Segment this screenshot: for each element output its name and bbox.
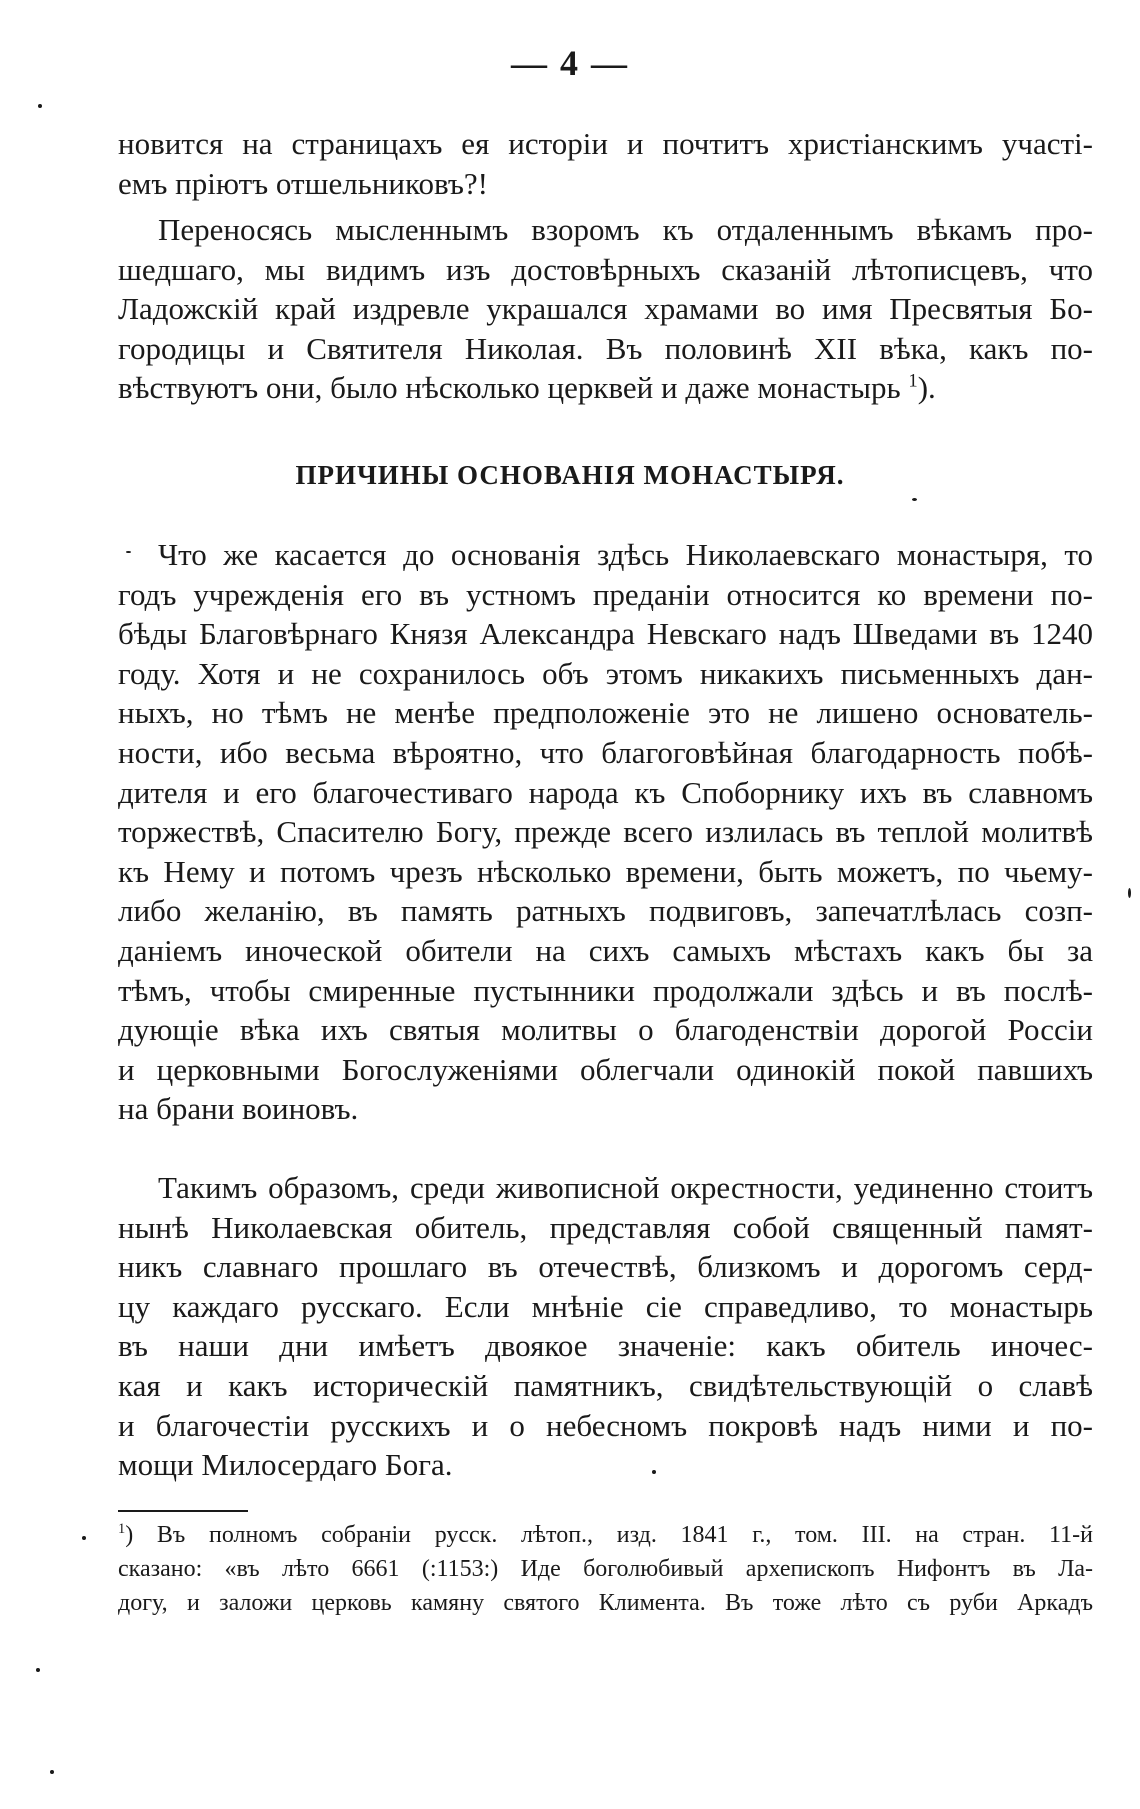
print-speck xyxy=(36,1668,40,1672)
print-speck xyxy=(38,104,42,108)
print-speck xyxy=(1128,888,1131,898)
text-line: цу каждаго русскаго. Если мнѣніе сіе справедливо, то монастырь xyxy=(118,1288,1093,1324)
text-line: Что же касается до основанія здѣсь Николаевскаго монастыря, то xyxy=(158,537,1093,572)
text-line: емъ пріютъ отшельниковъ?! xyxy=(118,165,488,201)
text-line: бѣды Благовѣрнаго Князя Александра Невскаго надъ Шведами въ 1240 xyxy=(118,616,1093,652)
text-line: Такимъ образомъ, среди живописной окрестности, уединенно стоитъ xyxy=(158,1170,1093,1205)
text-line: году. Хотя и не сохранилось объ этомъ никакихъ письменныхъ дан- xyxy=(118,655,1093,691)
footnote-text: ) Въ полномъ собраніи русск. лѣтоп., изд. 1841 г., том. III. на стран. 11-й xyxy=(125,1522,1093,1548)
paragraph-continuation xyxy=(118,124,1093,203)
text-line xyxy=(118,368,1093,408)
footnote-line: догу, и заложи церковь камяну святого Климента. Въ тоже лѣто съ руби Аркадъ xyxy=(118,1590,1093,1616)
text-line: тѣмъ, чтобы смиренные пустынники продолжали здѣсь и въ послѣ- xyxy=(118,972,1093,1008)
text-line: къ Нему и потомъ чрезъ нѣсколько времени, быть можетъ, по чьему- xyxy=(118,853,1093,889)
print-speck xyxy=(126,551,131,553)
text-line: кая и какъ историческій памятникъ, свидѣтельствующій о славѣ xyxy=(118,1367,1093,1403)
text-line: городицы и Святителя Николая. Въ половинѣ XII вѣка, какъ по- xyxy=(118,330,1093,366)
print-speck xyxy=(82,1536,86,1540)
text-line: шедшаго, мы видимъ изъ достовѣрныхъ сказаній лѣтописцевъ, что xyxy=(118,251,1093,287)
section-heading: ПРИЧИНЫ ОСНОВАНІЯ МОНАСТЫРЯ. xyxy=(295,460,845,490)
text-line: ныхъ, но тѣмъ не менѣе предположеніе это не лишено основатель- xyxy=(118,695,1093,731)
text-line: либо желанію, въ память ратныхъ подвиговъ, запечатлѣлась созп- xyxy=(118,893,1093,929)
footnote xyxy=(118,1518,1093,1620)
text-line: новится на страницахъ ея исторіи и почтитъ христіанскимъ участі- xyxy=(118,126,1093,161)
text-line: на брани воиновъ. xyxy=(118,1091,359,1127)
text-line: торжествѣ, Спасителю Богу, прежде всего излилась въ теплой молитвѣ xyxy=(118,814,1093,850)
print-speck xyxy=(652,1470,656,1474)
text-line: Переносясь мысленнымъ взоромъ къ отдаленнымъ вѣкамъ про- xyxy=(158,212,1093,247)
print-speck xyxy=(50,1770,54,1774)
text-line: ности, ибо весьма вѣроятно, что благоговѣйная благодарность побѣ- xyxy=(118,734,1093,770)
text-line: дующіе вѣка ихъ святыя молитвы о благоденствіи дорогой Россіи xyxy=(118,1012,1093,1048)
print-speck xyxy=(912,498,917,501)
text-line: никъ славнаго прошлаго въ отечествѣ, близкомъ и дорогомъ серд- xyxy=(118,1249,1093,1285)
footnote-reference: 1 xyxy=(908,371,918,393)
text-line: и благочестіи русскихъ и о небесномъ покровѣ надъ ними и по- xyxy=(118,1407,1093,1443)
text-line: въ наши дни имѣетъ двоякое значеніе: какъ обитель иночес- xyxy=(118,1328,1093,1364)
footnote-divider xyxy=(118,1510,248,1512)
paragraph-monastery-significance xyxy=(118,1168,1093,1485)
page-number: — 4 — xyxy=(511,43,629,83)
text-line: годъ учрежденія его въ устномъ преданіи относится ко времени по- xyxy=(118,576,1093,612)
text-line: и церковными Богослуженіями облегчали одинокій покой павшихъ xyxy=(118,1051,1093,1087)
paragraph-founding-reasons xyxy=(118,535,1093,1129)
paragraph-ladoga-region xyxy=(118,210,1093,408)
sentence-end: ). xyxy=(917,370,936,406)
text-line: нынѣ Николаевская обитель, представляя собой священный памят- xyxy=(118,1209,1093,1245)
text-line: дителя и его благочестиваго народа къ Споборнику ихъ въ славномъ xyxy=(118,774,1093,810)
footnote-line: сказано: «въ лѣто 6661 (:1153:) Иде боголюбивый архепископъ Нифонтъ въ Ла- xyxy=(118,1556,1093,1582)
text-line: даніемъ иноческой обители на сихъ самыхъ мѣстахъ какъ бы за xyxy=(118,932,1093,968)
text-line: Ладожскій край издревле украшался храмами во имя Пресвятыя Бо- xyxy=(118,291,1093,327)
text-line-content: вѣствуютъ они, было нѣсколько церквей и даже монастырь xyxy=(118,370,901,406)
footnote-line xyxy=(118,1518,1093,1552)
footnote-marker: 1 xyxy=(118,1521,126,1537)
text-line: мощи Милосердаго Бога. xyxy=(118,1447,453,1483)
